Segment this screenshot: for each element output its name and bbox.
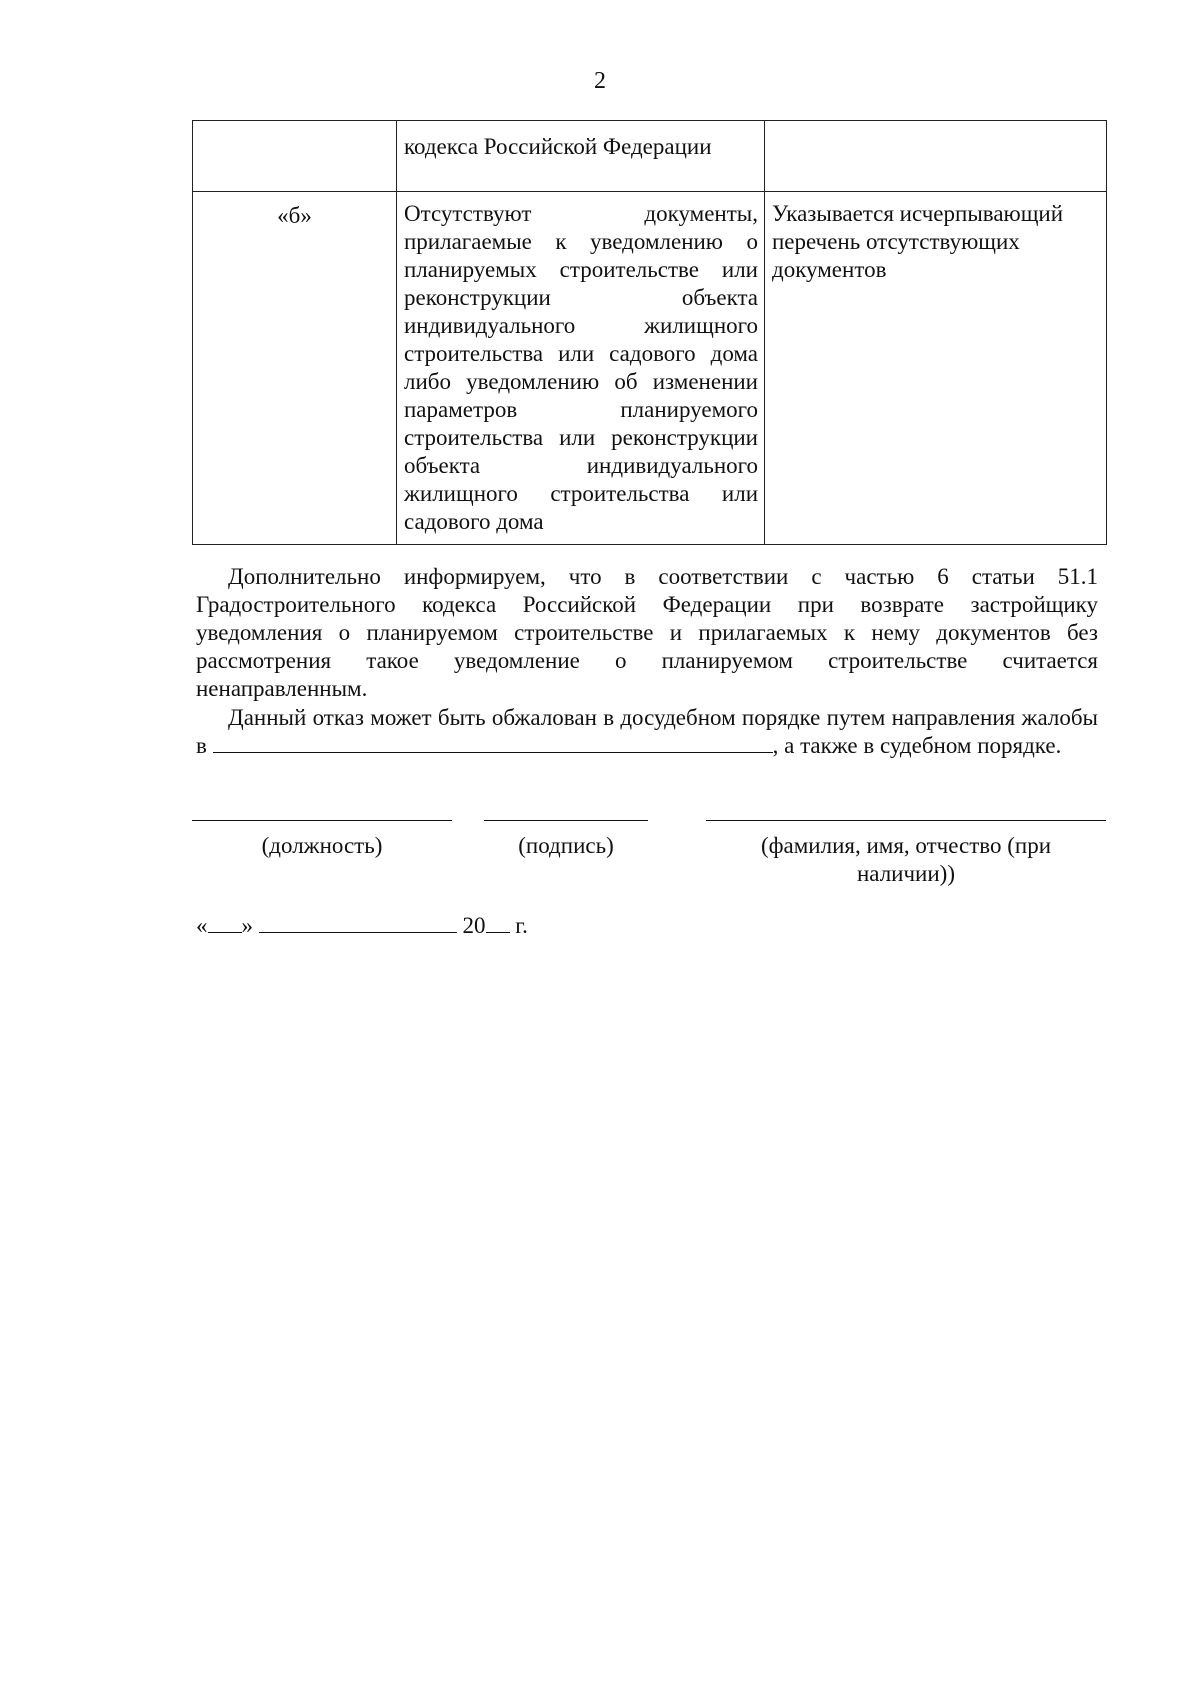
year-suffix: г. [515,913,528,938]
date-open-quote: « [196,913,208,938]
comment-cell [765,121,1107,192]
page-number: 2 [594,68,606,94]
appeal-text-end: , а также в судебном порядке. [772,733,1062,758]
month-blank [259,912,457,933]
appeal-text-start: Данный отказ может быть обжалован в досудебном порядке путем направления жалобы в [196,705,1098,758]
full-name-label: (фамилия, имя, отчество (при наличии)) [760,833,1052,886]
ground-cell: кодекса Российской Федерации [397,121,765,192]
grounds-table [192,120,1107,545]
signature-label: (подпись) [518,833,614,858]
table-row [193,121,1107,192]
appeal-paragraph [196,704,1098,760]
year-blank [486,912,510,933]
comment-cell: Указывается исчерпывающий перечень отсутствующих документов [765,192,1107,545]
table-row [193,192,1107,545]
item-cell [193,121,397,192]
year-prefix: 20 [462,913,486,938]
day-blank [208,912,242,933]
item-cell: «б» [193,192,397,545]
signature-line [484,820,648,821]
position-line [192,820,452,821]
full-name-line [706,820,1106,821]
ground-cell: Отсутствуют документы, прилагаемые к уведомлению о планируемых строительстве или реконструкции объекта индивидуального жилищного строительства или садового дома либо уведомлению об изменении параметров планируемого строительства или реконструкции объекта индивидуального жилищного строительства или садового дома [397,192,765,545]
appeal-recipient-blank [213,732,773,753]
position-label: (должность) [261,833,383,858]
info-paragraph: Дополнительно информируем, что в соответствии с частью 6 статьи 51.1 Градостроительного кодекса Российской Федерации при возврате застройщику уведомления о планируемом строительстве и прилагаемых к нему документов без рассмотрения такое уведомление о планируемом строительстве считается ненаправленным. [196,564,1098,701]
date-close-quote: » [241,913,253,938]
date-row [196,912,528,940]
